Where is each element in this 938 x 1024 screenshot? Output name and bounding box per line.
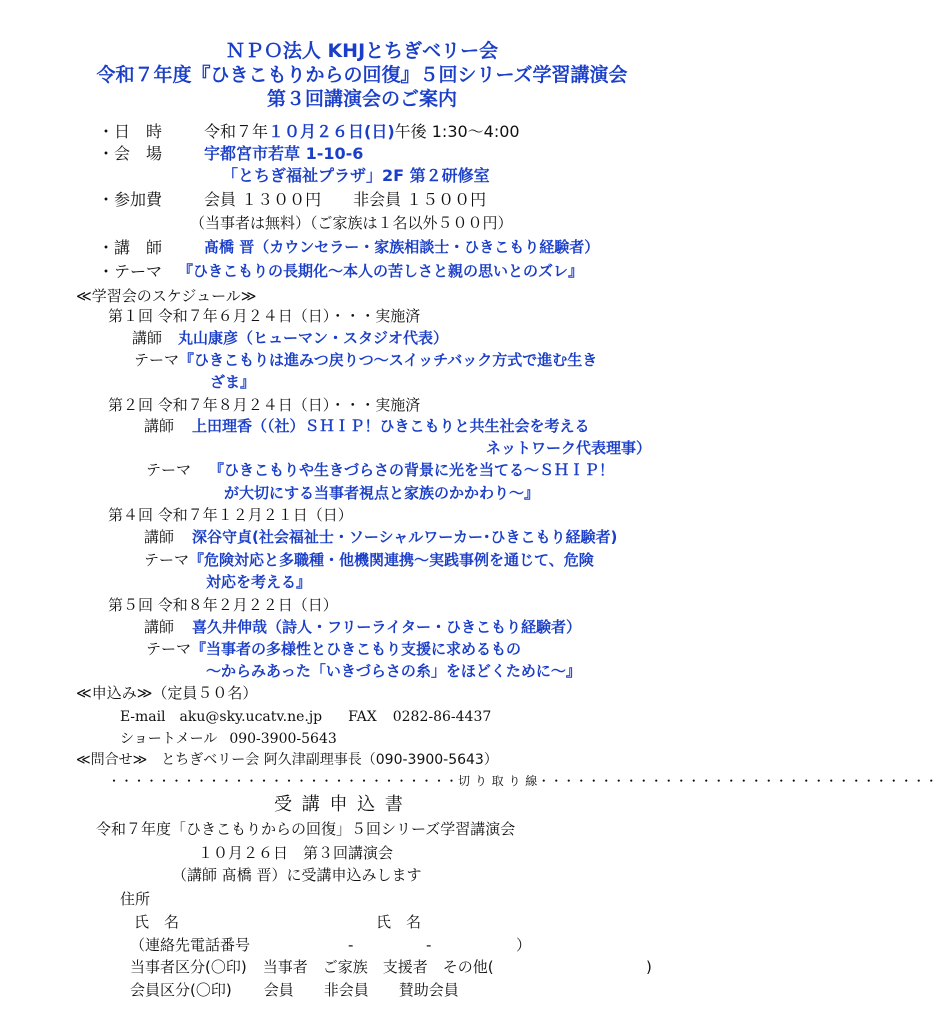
name-label-2: 氏 名 <box>376 913 422 931</box>
session2-lecturer-label: 講師 <box>144 417 175 435</box>
email-address[interactable]: aku@sky.ucatv.ne.jp <box>179 709 323 725</box>
session5-theme-row <box>146 642 521 657</box>
session2-heading: 第２回 令和７年８月２４日（日）・・・実施済 <box>108 396 421 414</box>
lecturer-label: ・講 師 <box>98 238 163 257</box>
session1-lecturer-row <box>132 331 448 346</box>
session5-theme-line1: 『当事者の多様性とひきこもり支援に求めるもの <box>191 640 522 658</box>
email-row <box>120 710 491 724</box>
phone-dash-1: ‐ <box>348 936 354 954</box>
fax-label: FAX <box>348 709 377 725</box>
session4-theme-label: テーマ <box>144 551 190 569</box>
session4-theme-line1: 『危険対応と多職種・他機関連携～実践事例を通じて、危険 <box>189 551 594 569</box>
session4-lecturer-row <box>144 530 617 545</box>
form-title: 受 講 申 込 書 <box>274 794 405 815</box>
session2-theme-label: テーマ <box>146 461 192 479</box>
header-series-title: 令和７年度『ひきこもりからの回復』５回シリーズ学習講演会 <box>96 64 628 86</box>
phone-dash-2: ‐ <box>426 936 432 954</box>
form-series-line: 令和７年度「ひきこもりからの回復」５回シリーズ学習講演会 <box>96 820 516 838</box>
session2-theme-line1: 『ひきこもりや生きづらさの背景に光を当てる～ＳＨＩＰ！ <box>209 461 615 479</box>
session4-heading: 第４回 令和７年１２月２１日（日） <box>108 506 353 524</box>
header-org-title: ＮＰＯ法人 KHJとちぎベリー会 <box>225 40 499 62</box>
name-label-1: 氏 名 <box>134 913 180 931</box>
session2-theme-line2: が大切にする当事者視点と家族のかかわり～』 <box>224 484 540 502</box>
date-value: １０月２６日(日) <box>268 122 395 141</box>
session4-theme-row <box>144 553 594 568</box>
session1-heading: 第１回 令和７年６月２４日（日）・・・実施済 <box>108 307 421 325</box>
session1-theme-label: テーマ <box>134 351 180 369</box>
session4-lecturer: 深谷守貞(社会福祉士・ソーシャルワーカー･ひきこもり経験者) <box>192 528 618 546</box>
session5-heading: 第５回 令和８年２月２２日（日） <box>108 596 338 614</box>
session2-lecturer-line1: 上田理香（（社）ＳＨＩＰ！ひきこもりと共生社会を考える <box>192 417 590 435</box>
contact-line: ≪問合せ≫ とちぎベリー会 阿久津副理事長（090‐3900‐5643） <box>76 752 498 768</box>
category-close: ) <box>646 958 652 976</box>
member-options[interactable]: 会員 非会員 賛助会員 <box>263 981 459 999</box>
phone-label: （連絡先電話番号 <box>130 936 251 954</box>
phone-close: ） <box>516 936 532 954</box>
theme-value: 『ひきこもりの長期化～本人の苦しさと親の思いとのズレ』 <box>178 262 584 280</box>
session2-lecturer-row <box>144 419 590 434</box>
theme-label: ・テーマ <box>98 262 163 281</box>
session1-theme-row <box>134 353 597 368</box>
session5-lecturer-label: 講師 <box>144 618 175 636</box>
member-label: 会員区分(〇印) <box>130 981 232 999</box>
form-lecturer-line: （講師 髙橋 晋）に受講申込みします <box>172 866 422 884</box>
form-session-line: １０月２６日 第３回講演会 <box>198 844 394 862</box>
date-row <box>204 124 520 140</box>
apply-heading: ≪申込み≫（定員５０名） <box>76 684 258 702</box>
session1-lecturer-label: 講師 <box>132 329 163 347</box>
fee-label: ・参加費 <box>98 190 163 209</box>
category-label: 当事者区分(〇印) <box>130 958 247 976</box>
fee-note: （当事者は無料）（ご家族は１名以外５００円） <box>190 214 513 232</box>
session1-lecturer: 丸山康彦（ヒューマン・スタジオ代表） <box>178 329 449 347</box>
session2-theme-row <box>146 463 614 478</box>
email-label: E‐mail <box>120 709 166 725</box>
date-label: ・日 時 <box>98 122 163 141</box>
session5-lecturer: 喜久井伸哉（詩人・フリーライター・ひきこもり経験者） <box>192 618 581 636</box>
shortmail-label: ショートメール <box>120 731 218 747</box>
category-row <box>130 960 494 975</box>
schedule-heading: ≪学習会のスケジュール≫ <box>76 287 257 305</box>
date-prefix: 令和７年 <box>204 122 269 141</box>
header-event-title: 第３回講演会のご案内 <box>266 88 457 110</box>
session1-theme-line2: ざま』 <box>210 373 256 391</box>
member-row <box>130 983 459 998</box>
session4-theme-line2: 対応を考える』 <box>206 573 312 591</box>
venue-label: ・会 場 <box>98 144 163 163</box>
date-time: 午後 1:30～4:00 <box>394 122 520 141</box>
session1-theme-line1: 『ひきこもりは進みつ戻りつ～スイッチバック方式で進む生き <box>179 351 598 369</box>
session5-lecturer-row <box>144 620 581 635</box>
lecturer-value: 髙橋 晋（カウンセラー・家族相談士・ひきこもり経験者） <box>204 238 600 256</box>
session5-theme-label: テーマ <box>146 640 192 658</box>
session2-lecturer-line2: ネットワーク代表理事） <box>486 439 652 457</box>
cut-line: ・・・・・・・・・・・・・・・・・・・・・・・・・・・・切 り 取 り 線・・・・・・・・・・・・・・・・・・・・・・・・・・・・・・・・ <box>108 774 938 788</box>
session4-lecturer-label: 講師 <box>144 528 175 546</box>
session5-theme-line2: ～からみあった「いきづらさの糸」をほどくために～』 <box>206 662 581 680</box>
address-label: 住所 <box>120 890 151 908</box>
venue-address: 宇都宮市若草 1-10-6 <box>204 144 364 163</box>
category-options[interactable]: 当事者 ご家族 支援者 その他( <box>262 958 494 976</box>
fee-value: 会員 １３００円 非会員 １５００円 <box>204 190 487 209</box>
shortmail-number: 090‐3900‐5643 <box>229 731 337 747</box>
shortmail-row <box>120 732 337 746</box>
fax-number: 0282‐86‐4437 <box>392 709 492 725</box>
venue-room: 「とちぎ福祉プラザ」2F 第２研修室 <box>222 166 490 185</box>
